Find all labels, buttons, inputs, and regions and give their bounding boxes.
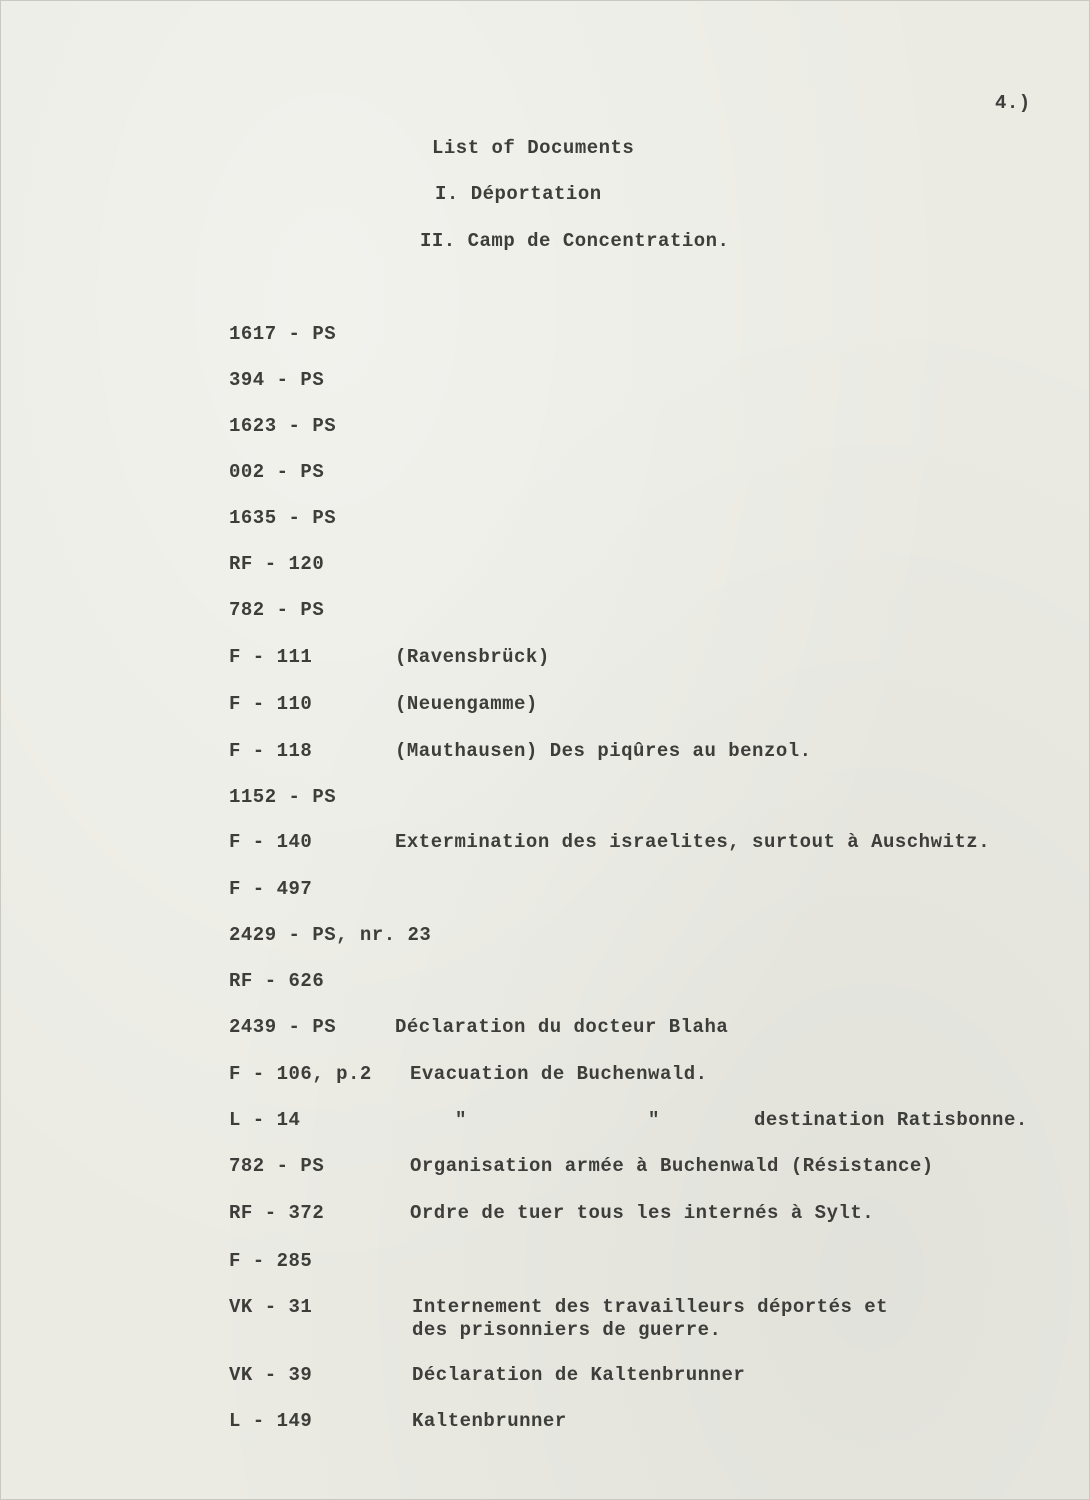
document-reference: F - 106, p.2 [229,1063,372,1085]
document-reference: L - 14 [229,1109,301,1131]
document-reference: 782 - PS [229,599,325,621]
document-description: Evacuation de Buchenwald. [410,1063,708,1085]
ditto-mark: " [648,1109,660,1131]
list-item [0,323,1090,349]
document-reference: F - 140 [229,831,313,853]
document-description: Ordre de tuer tous les internés à Sylt. [410,1202,875,1224]
list-item [0,369,1090,395]
document-description: Extermination des israelites, surtout à Auschwitz. [395,831,991,853]
document-reference: 782 - PS [229,1155,325,1177]
document-description-continued: des prisonniers de guerre. [412,1319,722,1341]
document-reference: F - 110 [229,693,313,715]
list-item [0,553,1090,579]
list-item [0,831,1090,857]
document-title: List of Documents [432,137,635,159]
document-reference: 394 - PS [229,369,325,391]
document-description: Kaltenbrunner [412,1410,567,1432]
document-reference: L - 149 [229,1410,313,1432]
section-heading-concentration-camp: II. Camp de Concentration. [420,230,730,252]
document-description: destination Ratisbonne. [754,1109,1028,1131]
document-reference: F - 285 [229,1250,313,1272]
list-item [0,599,1090,625]
document-reference: 1635 - PS [229,507,337,529]
list-item [0,924,1090,950]
list-item [0,1063,1090,1089]
list-item [0,740,1090,766]
list-item [0,1202,1090,1228]
list-item [0,507,1090,533]
list-item [0,970,1090,996]
list-item [0,1155,1090,1181]
document-reference: RF - 120 [229,553,325,575]
ditto-mark: " [455,1109,467,1131]
document-reference: 002 - PS [229,461,325,483]
document-description: (Ravensbrück) [395,646,550,668]
document-reference: 1623 - PS [229,415,337,437]
document-reference: F - 497 [229,878,313,900]
document-reference: 2429 - PS, nr. 23 [229,924,432,946]
list-item [0,461,1090,487]
list-item [0,878,1090,904]
list-item [0,415,1090,441]
document-description: (Neuengamme) [395,693,538,715]
list-item [0,1296,1090,1346]
document-description: Organisation armée à Buchenwald (Résistance) [410,1155,934,1177]
document-reference: 1152 - PS [229,786,337,808]
list-item [0,786,1090,812]
list-item [0,1016,1090,1042]
document-reference: F - 111 [229,646,313,668]
document-reference: VK - 39 [229,1364,313,1386]
list-item [0,693,1090,719]
section-heading-deportation: I. Déportation [435,183,602,205]
document-reference: RF - 372 [229,1202,325,1224]
list-item [0,1109,1090,1135]
document-description: (Mauthausen) Des piqûres au benzol. [395,740,812,762]
document-reference: VK - 31 [229,1296,313,1318]
document-reference: RF - 626 [229,970,325,992]
list-item [0,1410,1090,1436]
list-item [0,1364,1090,1390]
document-reference: 1617 - PS [229,323,337,345]
document-reference: F - 118 [229,740,313,762]
document-description: Internement des travailleurs déportés et [412,1296,889,1318]
list-item [0,1250,1090,1276]
document-description: Déclaration du docteur Blaha [395,1016,729,1038]
document-description: Déclaration de Kaltenbrunner [412,1364,746,1386]
page-number: 4.) [995,92,1031,114]
list-item [0,646,1090,672]
document-reference: 2439 - PS [229,1016,337,1038]
